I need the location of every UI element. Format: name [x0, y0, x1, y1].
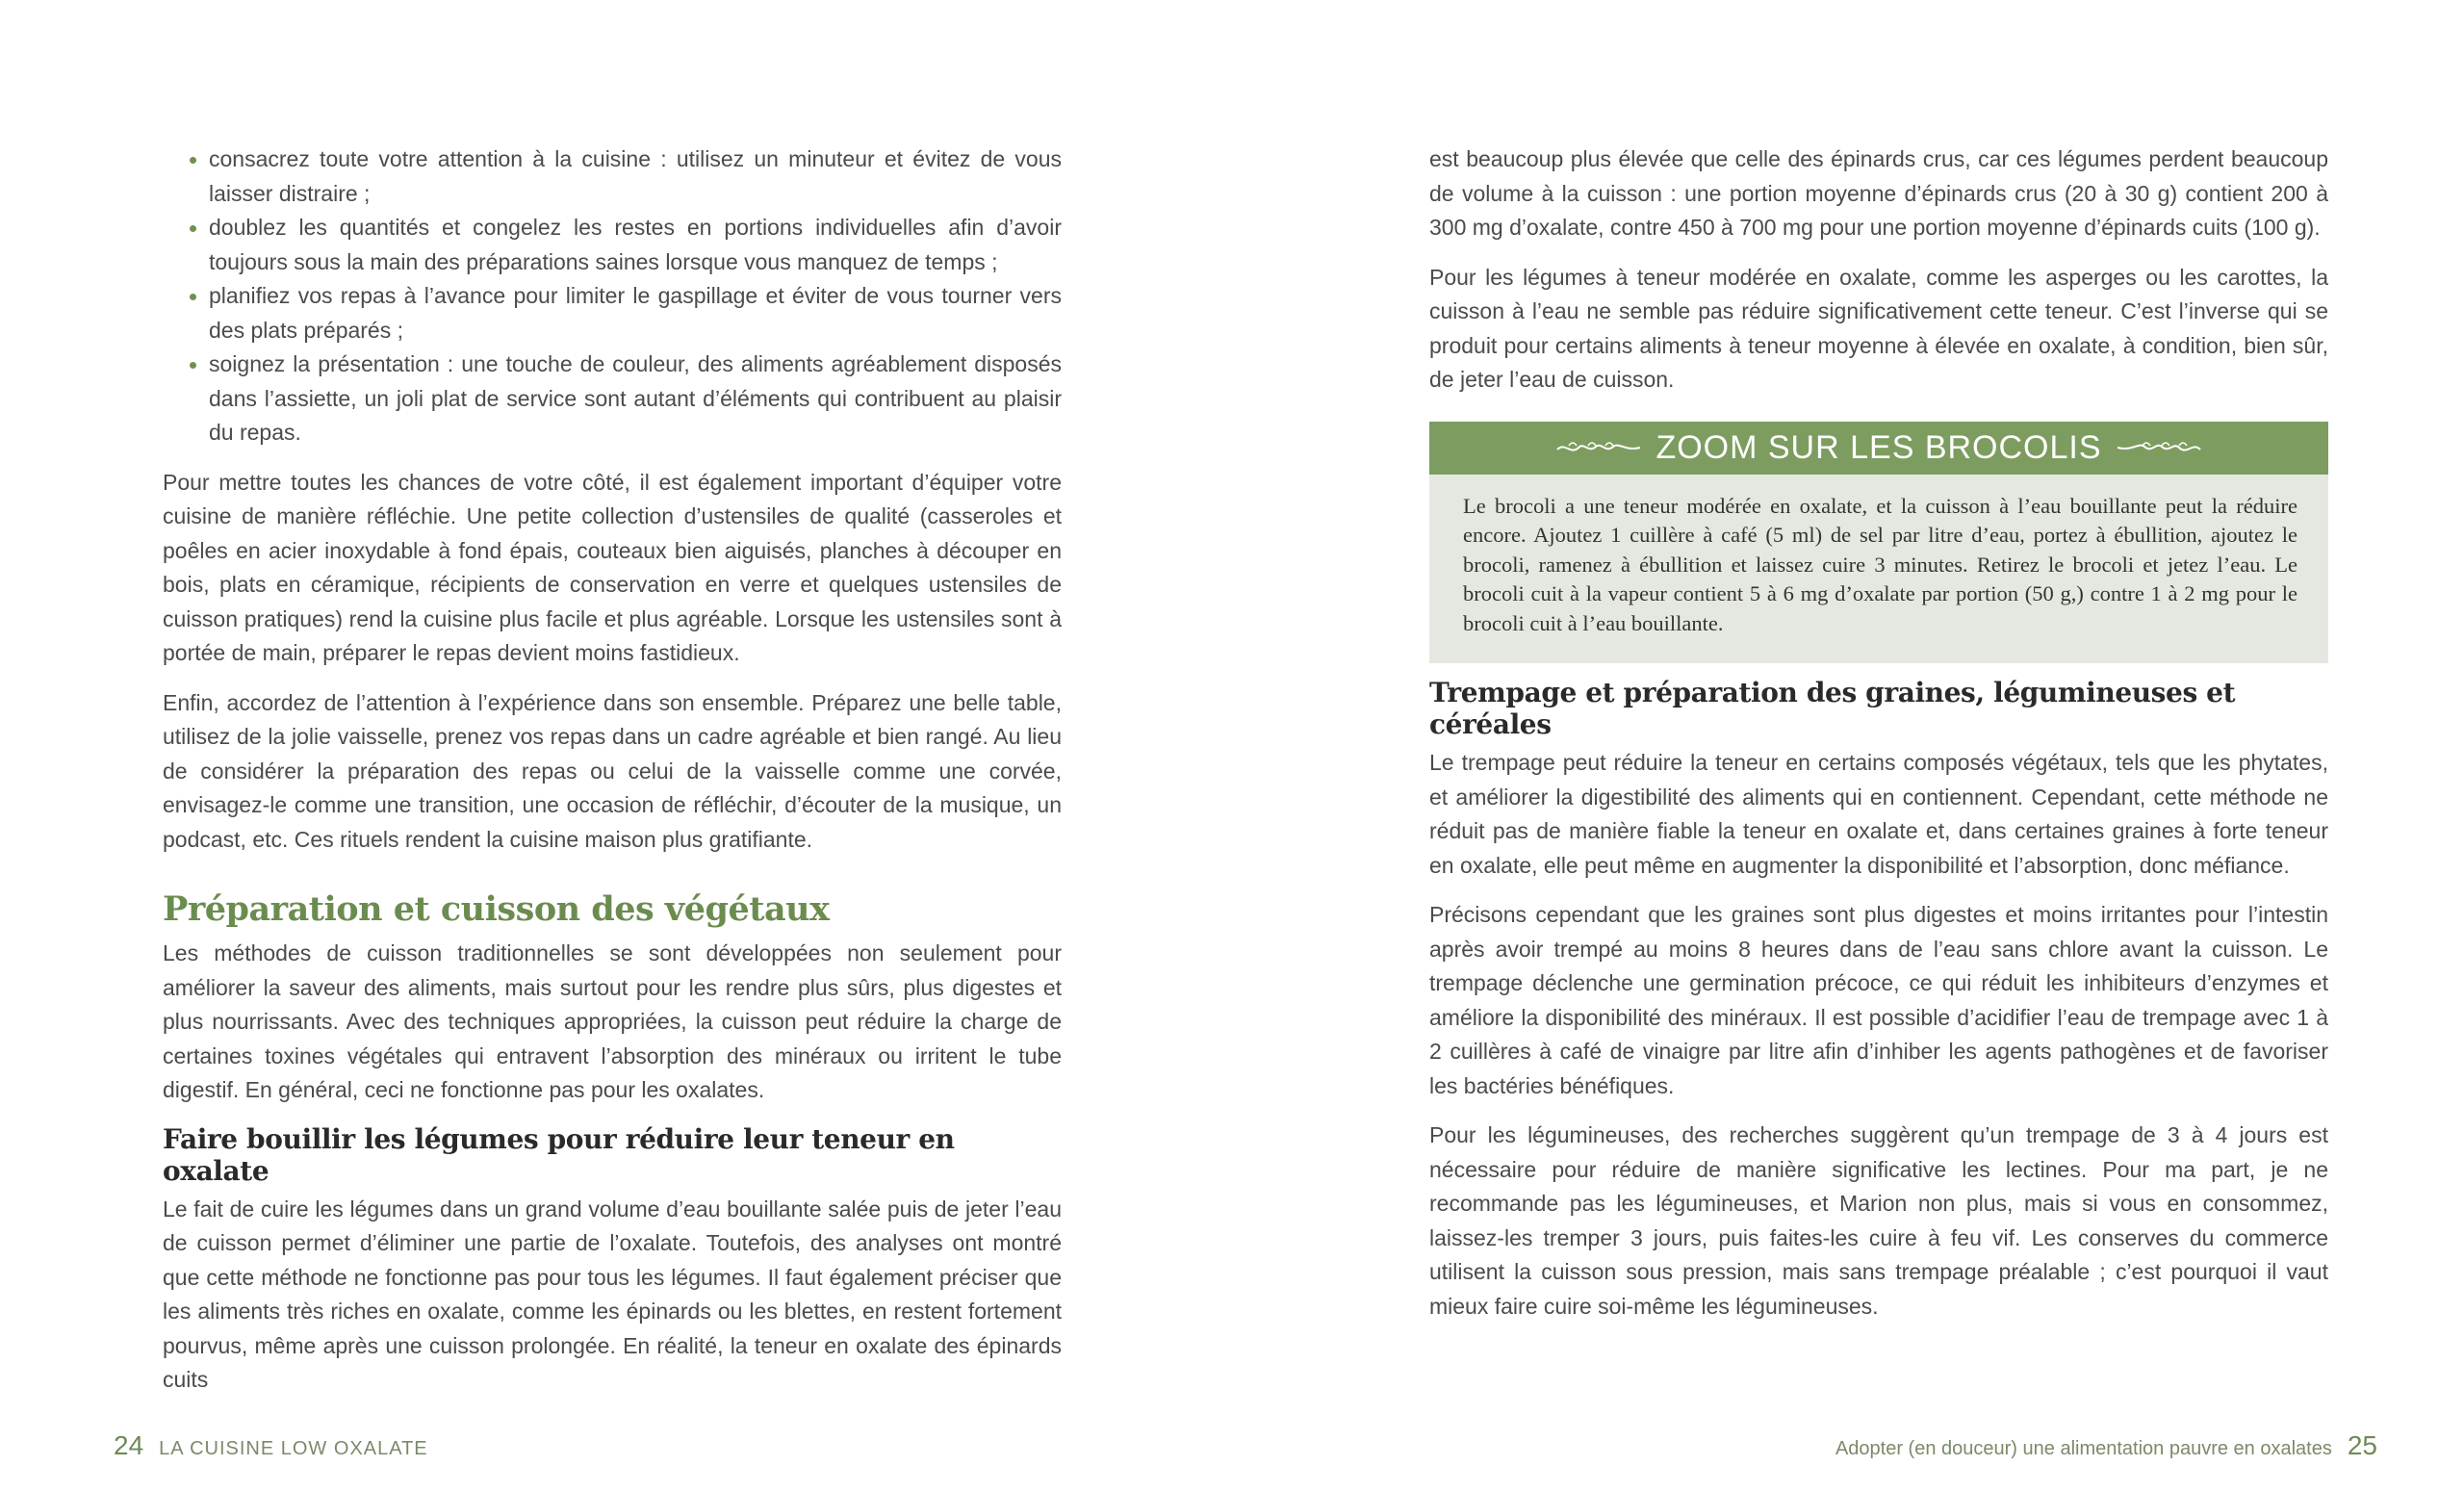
- paragraph: Les méthodes de cuisson traditionnelles se sont développées non seulement pour améliorer la saveur des aliments, mais surtout pour les rendre plus sûrs, plus digestes et plus nourrissants. Avec des techniques appropriées, la cuisson peut réduire la charge de certaines toxines végétales qui entravent l’absorption des minéraux ou irritent le tube digestif. En général, ceci ne fonctionne pas pour les oxalates.: [163, 940, 1062, 1102]
- paragraph: Pour les légumes à teneur modérée en oxalate, comme les asperges ou les carottes, la cuisson à l’eau ne semble pas réduire significativement cette teneur. C’est l’inverse qui se produit pour certains aliments à teneur moyenne à élevée en oxalate, à condition, bien sûr, de jeter l’eau de cuisson.: [1429, 264, 2328, 392]
- zoom-callout-title: ZOOM SUR LES BROCOLIS: [1656, 428, 2102, 466]
- paragraph: Précisons cependant que les graines sont plus digestes et moins irritantes pour l’intestin après avoir trempé au moins 8 heures dans de l’eau sans chlore avant la cuisson. Le trempage déclenche une germination précoce, ce qui réduit les inhibiteurs d’enzymes et améliore la disponibilité des minéraux. Il est possible d’acidifier l’eau de trempage avec 1 à 2 cuillères à café de vinaigre par litre afin d’inhiber les agents pathogènes et de favoriser les bactéries bénéfiques.: [1429, 902, 2328, 1098]
- flourish-right-icon: [2116, 438, 2202, 457]
- zoom-callout-body: Le brocoli a une teneur modérée en oxalate, et la cuisson à l’eau bouillante peut la réduire encore. Ajoutez 1 cuillère à café (5 ml) de sel par litre d’eau, portez à ébullition, ajoutez le brocoli, ramenez à ébullition et laissez cuire 3 minutes. Retirez le brocoli et jetez l’eau. Le brocoli cuit à la vapeur contient 5 à 6 mg d’oxalate par portion (50 g,) contre 1 à 2 mg pour le brocoli cuit à l’eau bouillante.: [1463, 493, 2297, 635]
- list-item: doublez les quantités et congelez les restes en portions individuelles afin d’avoir toujours sous la main des préparations saines lorsque vous manquez de temps ;: [209, 211, 1062, 279]
- left-page-column: [163, 142, 1062, 1413]
- subsection-heading: Trempage et préparation des graines, légumineuses et céréales: [1429, 677, 2236, 740]
- subsection-heading: Faire bouillir les légumes pour réduire leur teneur en oxalate: [163, 1122, 955, 1187]
- tips-list: [163, 142, 1062, 450]
- running-title: Adopter (en douceur) une alimentation pauvre en oxalates: [1835, 1438, 2332, 1459]
- paragraph: Pour mettre toutes les chances de votre côté, il est également important d’équiper votre cuisine de manière réfléchie. Une petite collection d’ustensiles de qualité (casseroles et poêles en acier inoxydable à fond épais, couteaux bien aiguisés, planches à découper en bois, plats en céramique, récipients de conservation en verre et quelques ustensiles de cuisson pratiques) rend la cuisine plus facile et plus agréable. Lorsque les ustensiles sont à portée de main, préparer le repas devient moins fastidieux.: [163, 469, 1062, 665]
- right-page-footer: [1835, 1430, 2377, 1461]
- page-number: 25: [2347, 1430, 2377, 1460]
- left-page-footer: [114, 1430, 428, 1461]
- zoom-callout-header: [1429, 422, 2328, 475]
- list-item: soignez la présentation : une touche de couleur, des aliments agréablement disposés dans l’assiette, un joli plat de service sont autant d’éléments qui contribuent au plaisir du repas.: [209, 347, 1062, 450]
- zoom-callout-box: [1429, 422, 2328, 664]
- list-item: planifiez vos repas à l’avance pour limiter le gaspillage et éviter de vous tourner vers des plats préparés ;: [209, 279, 1062, 347]
- paragraph: est beaucoup plus élevée que celle des épinards crus, car ces légumes perdent beaucoup de volume à la cuisson : une portion moyenne d’épinards crus (20 à 30 g) contient 200 à 300 mg d’oxalate, contre 450 à 700 mg pour une portion moyenne d’épinards cuits (100 g).: [1429, 146, 2328, 240]
- section-heading: Préparation et cuisson des végétaux: [163, 889, 830, 929]
- paragraph: Enfin, accordez de l’attention à l’expérience dans son ensemble. Préparez une belle table, utilisez de la jolie vaisselle, prenez vos repas dans un cadre agréable et bien rangé. Au lieu de considérer la préparation des repas ou celui de la vaisselle comme une corvée, envisagez-le comme une transition, une occasion de réfléchir, d’écouter de la musique, un podcast, etc. Ces rituels rendent la cuisine maison plus gratifiante.: [163, 689, 1062, 852]
- flourish-left-icon: [1555, 438, 1642, 457]
- paragraph: Le trempage peut réduire la teneur en certains composés végétaux, tels que les phytates, et améliorer la digestibilité des aliments qui en contiennent. Cependant, cette méthode ne réduit pas de manière fiable la teneur en oxalate et, dans certaines graines à forte teneur en oxalate, elle peut même en augmenter la disponibilité et l’absorption, donc méfiance.: [1429, 750, 2328, 878]
- book-title: LA CUISINE LOW OXALATE: [159, 1438, 428, 1459]
- page-number: 24: [114, 1430, 144, 1460]
- paragraph: Pour les légumineuses, des recherches suggèrent qu’un trempage de 3 à 4 jours est nécessaire pour réduire de manière significative les lectines. Pour ma part, je ne recommande pas les légumineuses, et Marion non plus, mais si vous en consommez, laissez-les tremper 3 jours, puis faites-les cuire à feu vif. Les conserves du commerce utilisent la cuisson sous pression, mais sans trempage préalable ; c’est pourquoi il vaut mieux faire cuire soi-même les légumineuses.: [1429, 1122, 2328, 1319]
- right-page-column: [1429, 142, 2328, 1339]
- list-item: consacrez toute votre attention à la cuisine : utilisez un minuteur et évitez de vous laisser distraire ;: [209, 142, 1062, 211]
- paragraph: Le fait de cuire les légumes dans un grand volume d’eau bouillante salée puis de jeter l’eau de cuisson permet d’éliminer une partie de l’oxalate. Toutefois, des analyses ont montré que cette méthode ne fonctionne pas pour tous les légumes. Il faut également préciser que les aliments très riches en oxalate, comme les épinards ou les blettes, en restent fortement pourvus, même après une cuisson prolongée. En réalité, la teneur en oxalate des épinards cuits: [163, 1196, 1062, 1392]
